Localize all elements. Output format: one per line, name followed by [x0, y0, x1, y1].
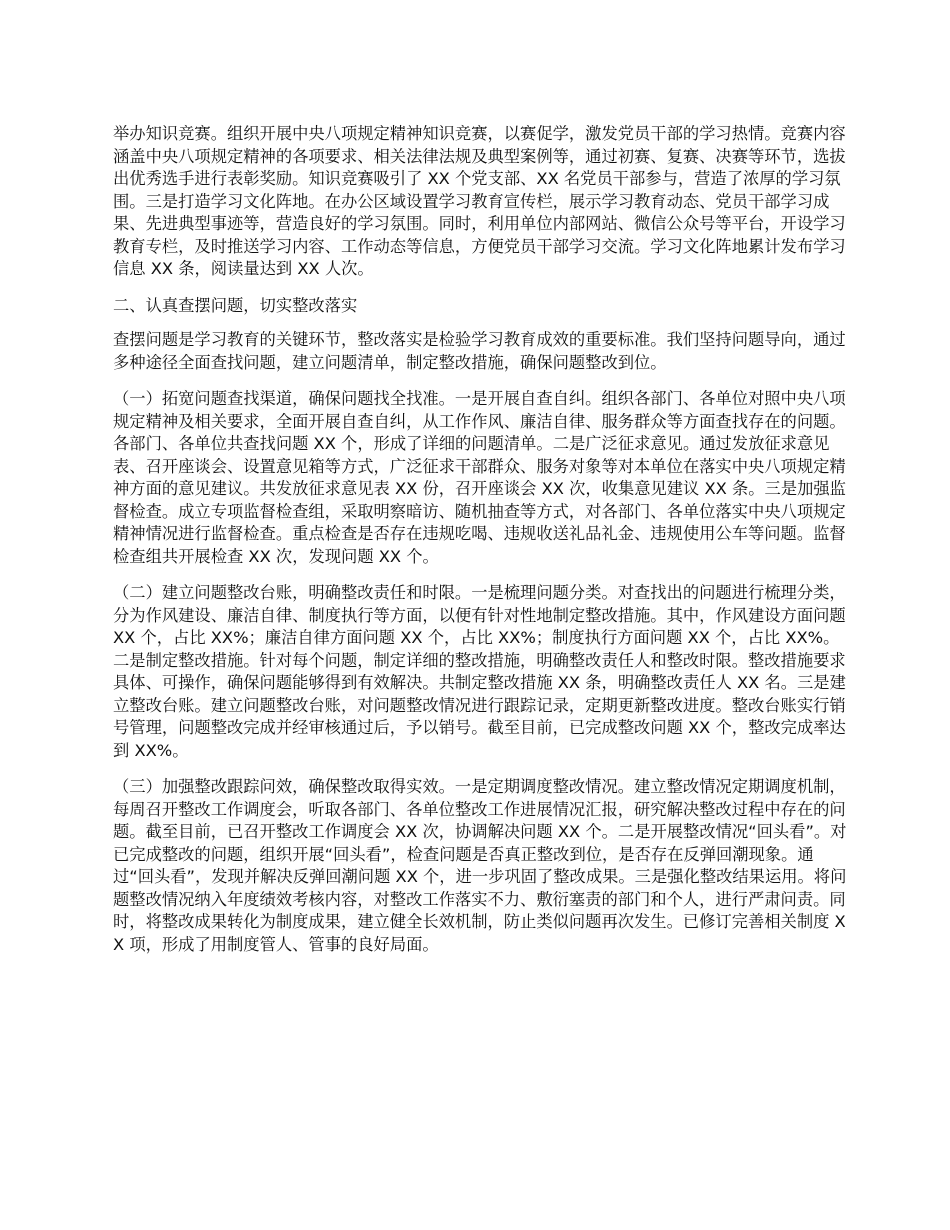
- document-body: [113, 123, 851, 970]
- paragraph-section-intro: 查摆问题是学习教育的关键环节，整改落实是检验学习教育成效的重要标准。我们坚持问题导向，通过多种途径全面查找问题，建立问题清单，制定整改措施，确保问题整改到位。: [113, 330, 846, 372]
- paragraph-subsection-2: （二）建立问题整改台账，明确整改责任和时限。一是梳理问题分类。对查找出的问题进行梳理分类，分为作风建设、廉洁自律、制度执行等方面，以便有针对性地制定整改措施。其中，作风建设方面问题 XX 个，占比 XX%；廉洁自律方面问题 XX 个，占比 XX%；制度执行方面问题 XX 个，占比 XX%。二是制定整改措施。针对每个问题，制定详细的整改措施，明确整改责任人和整改时限。整改措施要求具体、可操作，确保问题能够得到有效解决。共制定整改措施 XX 条，明确整改责任人 XX 名。三是建立整改台账。建立问题整改台账，对问题整改情况进行跟踪记录，定期更新整改进度。整改台账实行销号管理，问题整改完成并经审核通过后，予以销号。截至目前，已完成整改问题 XX 个，整改完成率达到 XX%。: [113, 583, 846, 760]
- paragraph-knowledge-contest: 举办知识竞赛。组织开展中央八项规定精神知识竞赛，以赛促学，激发党员干部的学习热情。竞赛内容涵盖中央八项规定精神的各项要求、相关法律法规及典型案例等，通过初赛、复赛、决赛等环节，选拔出优秀选手进行表彰奖励。知识竞赛吸引了 XX 个党支部、XX 名党员干部参与，营造了浓厚的学习氛围。三是打造学习文化阵地。在办公区域设置学习教育宣传栏，展示学习教育动态、党员干部学习成果、先进典型事迹等，营造良好的学习氛围。同时，利用单位内部网站、微信公众号等平台，开设学习教育专栏，及时推送学习内容、工作动态等信息，方便党员干部学习交流。学习文化阵地累计发布学习信息 XX 条，阅读量达到 XX 人次。: [113, 124, 846, 278]
- section-heading-problem-rectification: 二、认真查摆问题，切实整改落实: [113, 295, 358, 315]
- paragraph-subsection-1: （一）拓宽问题查找渠道，确保问题找全找准。一是开展自查自纠。组织各部门、各单位对照中央八项规定精神及相关要求，全面开展自查自纠，从工作作风、廉洁自律、服务群众等方面查找存在的问题。各部门、各单位共查找问题 XX 个，形成了详细的问题清单。二是广泛征求意见。通过发放征求意见表、召开座谈会、设置意见箱等方式，广泛征求干部群众、服务对象等对本单位在落实中央八项规定精神方面的意见建议。共发放征求意见表 XX 份，召开座谈会 XX 次，收集意见建议 XX 条。三是加强监督检查。成立专项监督检查组，采取明察暗访、随机抽查等方式，对各部门、各单位落实中央八项规定精神情况进行监督检查。重点检查是否存在违规吃喝、违规收送礼品礼金、违规使用公车等问题。监督检查组共开展检查 XX 次，发现问题 XX 个。: [113, 389, 846, 566]
- paragraph-subsection-3: （三）加强整改跟踪问效，确保整改取得实效。一是定期调度整改情况。建立整改情况定期调度机制，每周召开整改工作调度会，听取各部门、各单位整改工作进展情况汇报，研究解决整改过程中存在的问题。截至目前，已召开整改工作调度会 XX 次，协调解决问题 XX 个。二是开展整改情况“回头看”。对已完成整改的问题，组织开展“回头看”，检查问题是否真正整改到位，是否存在反弹回潮现象。通过“回头看”，发现并解决反弹回潮问题 XX 个，进一步巩固了整改成果。三是强化整改结果运用。将问题整改情况纳入年度绩效考核内容，对整改工作落实不力、敷衍塞责的部门和个人，进行严肃问责。同时，将整改成果转化为制度成果，建立健全长效机制，防止类似问题再次发生。已修订完善相关制度 XX 项，形成了用制度管人、管事的良好局面。: [113, 777, 847, 954]
